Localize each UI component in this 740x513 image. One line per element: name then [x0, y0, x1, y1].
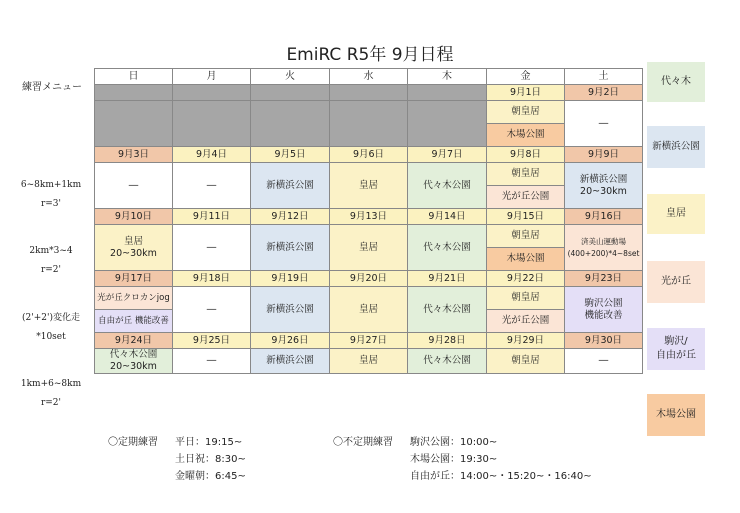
practice-cell [565, 287, 643, 333]
weekday-sun: 日 [95, 69, 173, 85]
menu-label: 練習メニュー [22, 82, 82, 93]
date-cell: 9月11日 [173, 209, 251, 225]
date-cell: 9月23日 [565, 271, 643, 287]
legend-imperial: 皇居 [647, 194, 705, 234]
practice-cell: ― [565, 349, 643, 374]
time-line: 平日：19:15~ [175, 437, 243, 448]
irregular-practice-times [410, 434, 592, 485]
date-cell: 9月18日 [173, 271, 251, 287]
legend-kiba: 木場公園 [647, 394, 705, 436]
date-row-week3 [95, 209, 643, 225]
practice-cell: ― [173, 225, 251, 271]
weekday-tue: 火 [251, 69, 330, 85]
cell-line: 20~30km [110, 247, 157, 259]
practice-cell: 朝皇居 [487, 287, 565, 310]
row-label-3 [14, 309, 88, 347]
row-label-line: r=2' [40, 398, 62, 408]
date-row-week4 [95, 271, 643, 287]
cell-line: 新横浜公園 [579, 173, 628, 185]
practice-cell: 光が丘公園 [487, 186, 565, 209]
practice-cell: 代々木公園 [408, 287, 487, 333]
row-label-line: 1km+6~8km [20, 379, 82, 389]
legend-shin-yokohama: 新横浜公園 [647, 126, 705, 168]
practice-cell: 皇居 [330, 287, 408, 333]
date-cell: 9月30日 [565, 333, 643, 349]
cell-line: (400+200)*4~8set [567, 248, 640, 258]
practice-cell: 朝皇居 [487, 225, 565, 248]
date-cell: 9月16日 [565, 209, 643, 225]
row-label-line: *10set [36, 332, 66, 342]
practice-cell [95, 349, 173, 374]
date-cell: 9月14日 [408, 209, 487, 225]
date-cell: 9月29日 [487, 333, 565, 349]
empty-cell [95, 85, 173, 101]
row-label-4 [14, 375, 88, 413]
weekday-mon: 月 [173, 69, 251, 85]
cell-line: 代々木公園 [109, 349, 158, 360]
date-cell: 9月8日 [487, 147, 565, 163]
date-cell: 9月1日 [487, 85, 565, 101]
weekday-sat: 土 [565, 69, 643, 85]
row-label-line: (2'+2')変化走 [22, 313, 80, 323]
date-cell: 9月25日 [173, 333, 251, 349]
time-line: 駒沢公園：10:00~ [410, 437, 498, 448]
practice-cell: ― [173, 163, 251, 209]
practice-cell: 新横浜公園 [251, 287, 330, 333]
practice-cell [565, 163, 643, 209]
cell-line: 皇居 [123, 235, 143, 247]
practice-cell: ― [565, 101, 643, 147]
date-cell: 9月20日 [330, 271, 408, 287]
practice-cell: ― [95, 163, 173, 209]
date-cell: 9月19日 [251, 271, 330, 287]
time-line: 土日祝：8:30~ [175, 454, 246, 465]
date-cell: 9月2日 [565, 85, 643, 101]
date-cell: 9月4日 [173, 147, 251, 163]
legend-line: 自由が丘 [656, 350, 696, 361]
practice-cell: 皇居 [330, 163, 408, 209]
row-label-line: r=2' [40, 265, 62, 275]
cell-line: 20~30km [110, 361, 157, 372]
row-label-line: 2km*3~4 [29, 246, 73, 256]
weekday-wed: 水 [330, 69, 408, 85]
cell-line: 20~30km [580, 185, 627, 197]
practice-cell: 光が丘公園 [487, 310, 565, 333]
date-cell: 9月28日 [408, 333, 487, 349]
legend-yoyogi: 代々木 [647, 62, 705, 102]
date-cell: 9月3日 [95, 147, 173, 163]
date-cell: 9月26日 [251, 333, 330, 349]
page-title: EmiRC R5年 9月日程 [286, 45, 454, 65]
cell-line: 駒沢公園 [584, 297, 623, 309]
date-cell: 9月24日 [95, 333, 173, 349]
cell-line: 機能改善 [584, 309, 623, 321]
date-cell: 9月10日 [95, 209, 173, 225]
practice-cell: 皇居 [330, 349, 408, 374]
empty-cell [173, 101, 251, 147]
practice-cell: 朝皇居 [487, 101, 565, 124]
date-cell: 9月21日 [408, 271, 487, 287]
date-cell: 9月5日 [251, 147, 330, 163]
date-cell: 9月7日 [408, 147, 487, 163]
date-row-week1 [95, 85, 643, 101]
practice-cell: 木場公園 [487, 124, 565, 147]
legend-hikarigaoka: 光が丘 [647, 261, 705, 303]
row-label-2 [14, 242, 88, 280]
regular-practice-times [175, 434, 246, 485]
content-row-week4a [95, 287, 643, 310]
empty-cell [408, 101, 487, 147]
content-row-week3a [95, 225, 643, 248]
legend-komazawa-jiyugaoka [647, 328, 705, 370]
weekday-fri: 金 [487, 69, 565, 85]
date-cell: 9月15日 [487, 209, 565, 225]
practice-cell: 新横浜公園 [251, 349, 330, 374]
time-line: 金曜朝：6:45~ [175, 471, 246, 482]
row-label-line: 6~8km+1km [20, 180, 82, 190]
practice-cell: 木場公園 [487, 248, 565, 271]
empty-cell [251, 85, 330, 101]
practice-cell: 自由が丘 機能改善 [95, 310, 173, 333]
practice-cell: 朝皇居 [487, 163, 565, 186]
legend-line: 駒沢/ [664, 336, 688, 347]
regular-practice-title: 〇定期練習 [108, 437, 158, 448]
date-cell: 9月12日 [251, 209, 330, 225]
practice-cell: 代々木公園 [408, 225, 487, 271]
date-cell: 9月27日 [330, 333, 408, 349]
empty-cell [173, 85, 251, 101]
cell-line: 済美山運動場 [581, 236, 626, 246]
schedule-calendar [94, 68, 643, 374]
date-cell: 9月22日 [487, 271, 565, 287]
practice-cell [95, 225, 173, 271]
practice-cell: 代々木公園 [408, 163, 487, 209]
date-row-week5 [95, 333, 643, 349]
weekday-header-row [95, 69, 643, 85]
practice-cell: 新横浜公園 [251, 163, 330, 209]
date-cell: 9月17日 [95, 271, 173, 287]
row-label-line: r=3' [40, 199, 62, 209]
time-line: 自由が丘：14:00~・15:20~・16:40~ [410, 471, 592, 482]
row-label-1 [14, 176, 88, 214]
empty-cell [408, 85, 487, 101]
date-cell: 9月13日 [330, 209, 408, 225]
weekday-thu: 木 [408, 69, 487, 85]
empty-cell [330, 101, 408, 147]
content-row-week2a [95, 163, 643, 186]
practice-cell: 光が丘クロカンjog [95, 287, 173, 310]
empty-cell [95, 101, 173, 147]
practice-cell: 朝皇居 [487, 349, 565, 374]
content-row-week1a [95, 101, 643, 124]
practice-cell: 皇居 [330, 225, 408, 271]
practice-cell: 代々木公園 [408, 349, 487, 374]
practice-cell: ― [173, 287, 251, 333]
time-line: 木場公園：19:30~ [410, 454, 498, 465]
practice-cell: ― [173, 349, 251, 374]
empty-cell [330, 85, 408, 101]
date-cell: 9月6日 [330, 147, 408, 163]
date-cell: 9月9日 [565, 147, 643, 163]
empty-cell [251, 101, 330, 147]
practice-cell [565, 225, 643, 271]
practice-cell: 新横浜公園 [251, 225, 330, 271]
date-row-week2 [95, 147, 643, 163]
irregular-practice-title: 〇不定期練習 [333, 437, 393, 448]
